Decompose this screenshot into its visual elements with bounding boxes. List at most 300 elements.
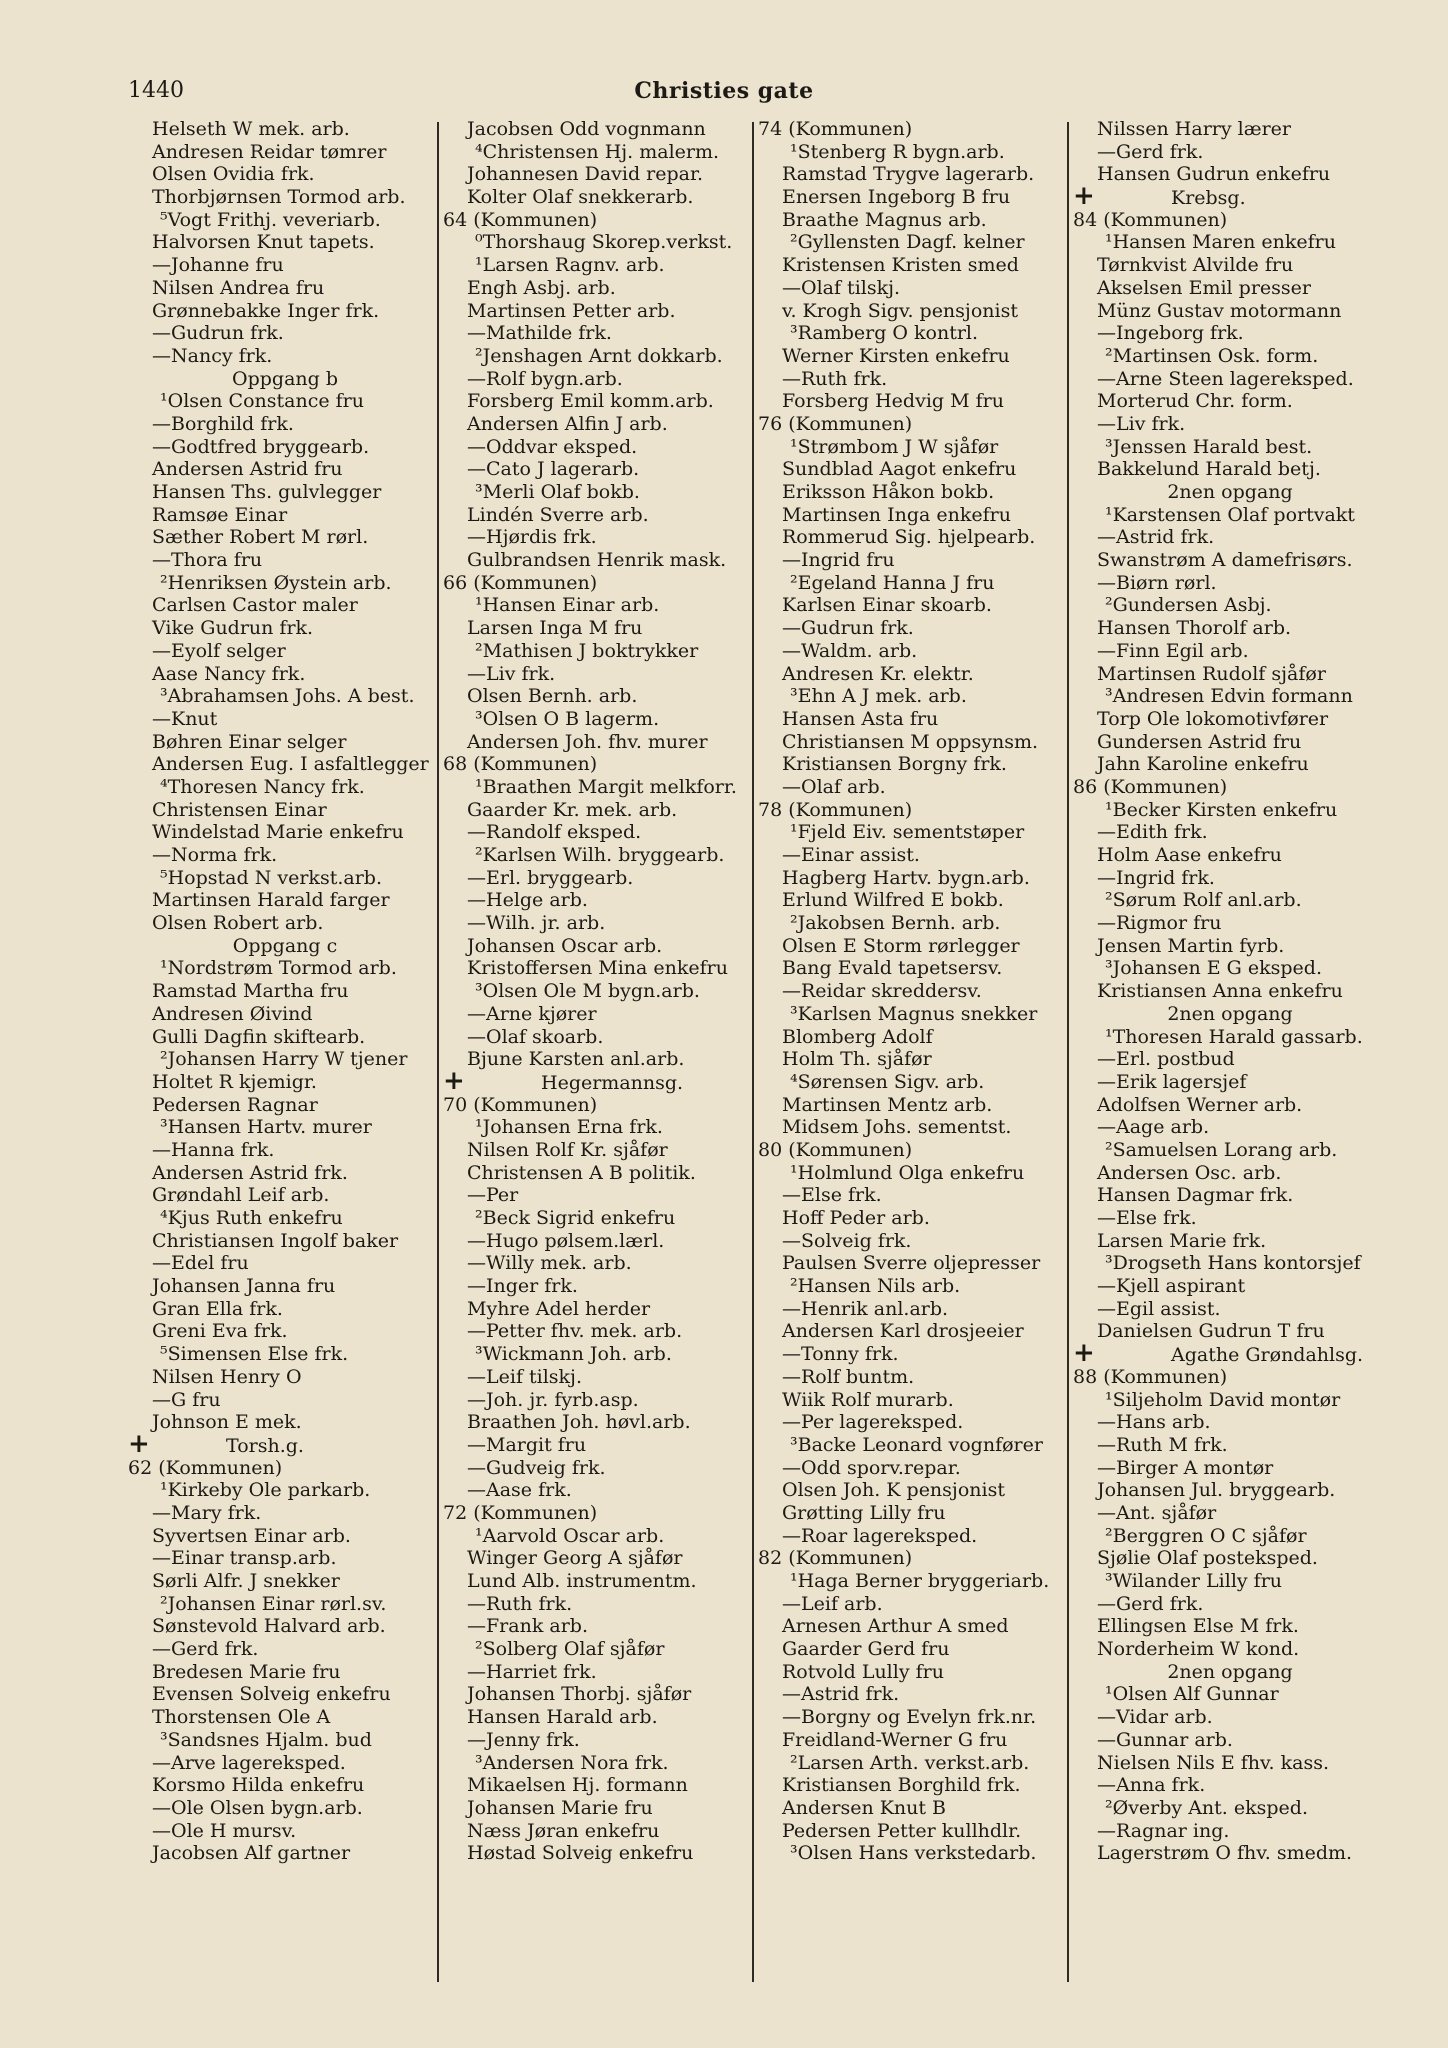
house-number-heading: 64 (Kommunen) — [443, 208, 598, 231]
resident-entry: Thorbjørnsen Tormod arb. — [152, 186, 406, 209]
resident-entry: Thorstensen Ole A — [152, 1706, 331, 1729]
resident-entry: Hoff Peder arb. — [782, 1207, 930, 1229]
cross-street-name: Torsh.g. — [226, 1434, 304, 1457]
resident-entry: Evensen Solveig enkefru — [152, 1683, 391, 1706]
resident-entry: Rotvold Lully fru — [782, 1660, 944, 1683]
resident-entry: Ramstad Martha fru — [152, 980, 349, 1003]
resident-entry: —Erl. bryggearb. — [467, 866, 634, 889]
resident-entry: ³Ramberg O kontrl. — [790, 322, 979, 345]
resident-entry: Jahn Karoline enkefru — [1097, 753, 1309, 776]
resident-entry: —Gerd frk. — [1097, 1592, 1204, 1615]
column-4 — [1073, 118, 1387, 1865]
resident-entry: Halvorsen Knut tapets. — [152, 231, 375, 254]
resident-entry: ⁵Simensen Else frk. — [160, 1343, 349, 1366]
resident-entry: —Ole H mursv. — [152, 1819, 297, 1842]
resident-entry: ¹Hansen Maren enkefru — [1105, 231, 1336, 254]
column-rule — [752, 122, 754, 1982]
resident-entry: Werner Kirsten enkefru — [782, 344, 1010, 367]
house-number-heading: 84 (Kommunen) — [1073, 208, 1228, 231]
resident-entry: Karlsen Einar skoarb. — [782, 594, 992, 617]
resident-entry: Johansen Thorbj. sjåfør — [467, 1683, 692, 1706]
resident-entry: —Ragnar ing. — [1097, 1819, 1230, 1842]
resident-entry: Forsberg Hedvig M fru — [782, 390, 1004, 413]
resident-entry: —Norma frk. — [152, 844, 278, 866]
resident-entry: Olsen Robert arb. — [152, 912, 324, 935]
resident-entry: —Aase frk. — [467, 1479, 572, 1502]
resident-entry: v. Krogh Sigv. pensjonist — [782, 299, 1018, 322]
resident-entry: ¹Strømbom J W sjåfør — [790, 435, 999, 458]
resident-entry: —Else frk. — [1097, 1207, 1197, 1229]
resident-entry: Sørli Alfr. J snekker — [152, 1570, 340, 1592]
resident-entry: —Waldm. arb. — [782, 639, 918, 662]
resident-entry: Johnson E mek. — [152, 1411, 302, 1434]
resident-entry: Lagerstrøm O fhv. smedm. — [1097, 1842, 1353, 1865]
resident-entry: ³Olsen O B lagerm. — [475, 707, 660, 730]
resident-entry: —Birger A montør — [1097, 1456, 1274, 1479]
column-2 — [443, 118, 757, 1865]
resident-entry: Nilssen Harry lærer — [1097, 118, 1291, 140]
resident-entry: —Odd sporv.repar. — [782, 1456, 961, 1479]
resident-entry: ²Egeland Hanna J fru — [790, 571, 995, 594]
resident-entry: —Liv frk. — [1097, 412, 1186, 435]
resident-entry: Johannesen David repar. — [467, 163, 704, 186]
resident-entry: Paulsen Sverre oljepresser — [782, 1252, 1041, 1275]
resident-entry: —Gerd frk. — [1097, 140, 1204, 163]
resident-entry: Hansen Asta fru — [782, 707, 939, 730]
running-title: Christies gate — [634, 78, 814, 104]
house-number-heading: 66 (Kommunen) — [443, 571, 598, 594]
resident-entry: —Petter fhv. mek. arb. — [467, 1320, 683, 1343]
resident-entry: Christiansen Ingolf baker — [152, 1229, 399, 1252]
cross-street — [1073, 186, 1387, 209]
resident-entry: ²Karlsen Wilh. bryggearb. — [475, 844, 725, 866]
resident-entry: —Biørn rørl. — [1097, 571, 1217, 594]
resident-entry: —Hans arb. — [1097, 1411, 1211, 1434]
resident-entry: Johansen Oscar arb. — [467, 934, 663, 957]
resident-entry: —Leif arb. — [782, 1592, 883, 1615]
resident-entry: —Ingeborg frk. — [1097, 322, 1244, 345]
resident-entry: ³Merli Olaf bokb. — [475, 481, 640, 503]
resident-entry: Tørnkvist Alvilde fru — [1097, 254, 1294, 277]
resident-entry: Kristiansen Borgny frk. — [782, 753, 1007, 776]
resident-entry: Nielsen Nils E fhv. kass. — [1097, 1751, 1329, 1774]
resident-entry: Eriksson Håkon bokb. — [782, 481, 995, 503]
resident-entry: Gran Ella frk. — [152, 1297, 283, 1320]
resident-entry: Larsen Inga M fru — [467, 617, 643, 640]
resident-entry: Johansen Marie fru — [467, 1796, 653, 1819]
resident-entry: —Gerd frk. — [152, 1638, 259, 1661]
resident-entry: Andresen Kr. elektr. — [782, 662, 974, 685]
resident-entry: Greni Eva frk. — [152, 1320, 288, 1343]
resident-entry: —Vidar arb. — [1097, 1706, 1213, 1729]
resident-entry: ²Larsen Arth. verkst.arb. — [790, 1751, 1030, 1774]
resident-entry: Nilsen Rolf Kr. sjåfør — [467, 1138, 668, 1161]
house-number-heading: 72 (Kommunen) — [443, 1501, 598, 1524]
resident-entry: ⁴Sørensen Sigv. arb. — [790, 1070, 985, 1093]
resident-entry: —Randolf eksped. — [467, 821, 642, 844]
resident-entry: Pedersen Petter kullhdlr. — [782, 1819, 1022, 1842]
house-number-heading: 68 (Kommunen) — [443, 753, 598, 776]
resident-entry: —Arne Steen lagereksped. — [1097, 367, 1354, 390]
resident-entry: Kristiansen Anna enkefru — [1097, 980, 1343, 1003]
resident-entry: —Per — [467, 1184, 519, 1207]
resident-entry: ³Jenssen Harald best. — [1105, 435, 1313, 458]
resident-entry: Kristoffersen Mina enkefru — [467, 957, 728, 980]
resident-entry: ³Drogseth Hans kontorsjef — [1105, 1252, 1361, 1275]
resident-entry: Arnesen Arthur A smed — [782, 1615, 1009, 1638]
resident-entry: ⁴Christensen Hj. malerm. — [475, 140, 720, 163]
resident-entry: Hansen Dagmar frk. — [1097, 1184, 1294, 1207]
column-rule — [437, 122, 439, 1982]
resident-entry: Martinsen Rudolf sjåfør — [1097, 662, 1326, 685]
resident-entry: —Rolf bygn.arb. — [467, 367, 623, 390]
resident-entry: Martinsen Petter arb. — [467, 299, 676, 322]
resident-entry: —Jenny frk. — [467, 1728, 580, 1751]
resident-entry: Wiik Rolf murarb. — [782, 1388, 954, 1411]
resident-entry: ³Backe Leonard vognfører — [790, 1433, 1043, 1456]
resident-entry: —Rigmor fru — [1097, 912, 1222, 935]
resident-entry: ¹Karstensen Olaf portvakt — [1105, 503, 1355, 526]
resident-entry: Andresen Reidar tømrer — [152, 140, 387, 163]
resident-entry: —Gunnar arb. — [1097, 1728, 1233, 1751]
resident-entry: ³Ehn A J mek. arb. — [790, 685, 967, 708]
resident-entry: ³Abrahamsen Johs. A best. — [160, 685, 415, 708]
resident-entry: —Olaf skoarb. — [467, 1025, 604, 1048]
resident-entry: Christiansen M oppsynsm. — [782, 730, 1039, 753]
resident-entry: —Liv frk. — [467, 662, 556, 685]
resident-entry: Andersen Alfin J arb. — [467, 412, 668, 435]
resident-entry: ¹Stenberg R bygn.arb. — [790, 140, 1005, 163]
resident-entry: Winger Georg A sjåfør — [467, 1547, 683, 1570]
resident-entry: ¹Fjeld Eiv. sementstøper — [790, 821, 1025, 844]
resident-entry: Lindén Sverre arb. — [467, 503, 649, 526]
resident-entry: Christensen Einar — [152, 798, 327, 821]
resident-entry: ⁴Kjus Ruth enkefru — [160, 1207, 343, 1229]
resident-entry: Grøtting Lilly fru — [782, 1501, 946, 1524]
resident-entry: ²Øverby Ant. eksped. — [1105, 1796, 1308, 1819]
resident-entry: Hagberg Hartv. bygn.arb. — [782, 866, 1030, 889]
resident-entry: —Einar assist. — [782, 844, 920, 866]
resident-entry: ²Gundersen Asbj. — [1105, 594, 1272, 617]
resident-entry: Andersen Eug. I asfaltlegger — [152, 753, 429, 776]
resident-entry: Nilsen Henry O — [152, 1365, 302, 1388]
resident-entry: —Ole Olsen bygn.arb. — [152, 1796, 363, 1819]
resident-entry: ¹Hansen Einar arb. — [475, 594, 660, 617]
resident-entry: Hansen Ths. gulvlegger — [152, 481, 382, 503]
resident-entry: Kristensen Kristen smed — [782, 254, 1019, 277]
resident-entry: —G fru — [152, 1388, 221, 1411]
house-number-heading: 76 (Kommunen) — [758, 412, 913, 435]
resident-entry: Ellingsen Else M frk. — [1097, 1615, 1299, 1638]
cross-street — [1073, 1343, 1387, 1366]
resident-entry: —Eyolf selger — [152, 639, 286, 662]
resident-entry: Christensen A B politik. — [467, 1161, 696, 1184]
resident-entry: ²Henriksen Øystein arb. — [160, 571, 392, 594]
resident-entry: ²Johansen Harry W tjener — [160, 1048, 408, 1071]
resident-entry: Andresen Øivind — [152, 1002, 313, 1025]
resident-entry: Johansen Jul. bryggearb. — [1097, 1479, 1336, 1502]
resident-entry: ²Mathisen J boktrykker — [475, 639, 699, 662]
resident-entry: Carlsen Castor maler — [152, 594, 358, 617]
resident-entry: Aase Nancy frk. — [152, 662, 306, 685]
resident-entry: Bredesen Marie fru — [152, 1660, 341, 1683]
house-number-heading: 78 (Kommunen) — [758, 798, 913, 821]
resident-entry: ²Jakobsen Bernh. arb. — [790, 912, 1001, 935]
resident-entry: Pedersen Ragnar — [152, 1093, 318, 1116]
resident-entry: ²Gyllensten Dagf. kelner — [790, 231, 1025, 254]
resident-entry: —Willy mek. arb. — [467, 1252, 632, 1275]
resident-entry: Helseth W mek. arb. — [152, 118, 350, 140]
house-number-heading: 74 (Kommunen) — [758, 118, 913, 140]
resident-entry: Olsen Ovidia frk. — [152, 163, 315, 186]
column-1 — [128, 118, 442, 1865]
house-number-heading: 88 (Kommunen) — [1073, 1365, 1228, 1388]
resident-entry: Andersen Astrid fru — [152, 458, 343, 481]
resident-entry: —Olaf arb. — [782, 775, 886, 798]
resident-entry: —Astrid frk. — [1097, 526, 1215, 549]
resident-entry: Sønstevold Halvard arb. — [152, 1615, 386, 1638]
resident-entry: —Joh. jr. fyrb.asp. — [467, 1388, 639, 1411]
resident-entry: Andersen Osc. arb. — [1097, 1161, 1282, 1184]
resident-entry: Akselsen Emil presser — [1097, 276, 1311, 299]
resident-entry: —Hjørdis frk. — [467, 526, 597, 549]
resident-entry: —Knut — [152, 707, 218, 730]
resident-entry: —Reidar skreddersv. — [782, 980, 982, 1003]
resident-entry: Holtet R kjemigr. — [152, 1070, 317, 1093]
resident-entry: ²Solberg Olaf sjåfør — [475, 1638, 665, 1661]
stairway-heading: Oppgang b — [232, 367, 338, 390]
resident-entry: Olsen Joh. K pensjonist — [782, 1479, 1005, 1502]
resident-entry: ³Wilander Lilly fru — [1105, 1570, 1283, 1592]
resident-entry: Ramstad Trygve lagerarb. — [782, 163, 1035, 186]
resident-entry: —Helge arb. — [467, 889, 588, 912]
resident-entry: ¹Siljeholm David montør — [1105, 1388, 1341, 1411]
resident-entry: —Edith frk. — [1097, 821, 1208, 844]
resident-entry: —Roar lagereksped. — [782, 1524, 978, 1547]
resident-entry: —Frank arb. — [467, 1615, 588, 1638]
resident-entry: ¹Nordstrøm Tormod arb. — [160, 957, 397, 980]
resident-entry: Andersen Joh. fhv. murer — [467, 730, 708, 753]
resident-entry: Engh Asbj. arb. — [467, 276, 616, 299]
resident-entry: Holm Aase enkefru — [1097, 844, 1282, 866]
resident-entry: ¹Johansen Erna frk. — [475, 1116, 663, 1139]
resident-entry: ¹Holmlund Olga enkefru — [790, 1161, 1025, 1184]
resident-entry: Windelstad Marie enkefru — [152, 821, 404, 844]
resident-entry: ²Beck Sigrid enkefru — [475, 1207, 676, 1229]
resident-entry: Adolfsen Werner arb. — [1097, 1093, 1303, 1116]
resident-entry: —Einar transp.arb. — [152, 1547, 337, 1570]
resident-entry: —Thora fru — [152, 549, 263, 572]
resident-entry: —Erl. postbud — [1097, 1048, 1235, 1071]
resident-entry: Syvertsen Einar arb. — [152, 1524, 351, 1547]
resident-entry: ³Andresen Edvin formann — [1105, 685, 1353, 708]
resident-entry: Martinsen Inga enkefru — [782, 503, 1011, 526]
resident-entry: —Else frk. — [782, 1184, 882, 1207]
resident-entry: Rommerud Sig. hjelpearb. — [782, 526, 1036, 549]
resident-entry: Kolter Olaf snekkerarb. — [467, 186, 694, 209]
resident-entry: Freidland-Werner G fru — [782, 1728, 1008, 1751]
resident-entry: Sundblad Aagot enkefru — [782, 458, 1017, 481]
resident-entry: Danielsen Gudrun T fru — [1097, 1320, 1325, 1343]
resident-entry: —Borghild frk. — [152, 412, 294, 435]
resident-entry: Olsen E Storm rørlegger — [782, 934, 1020, 957]
resident-entry: ¹Olsen Alf Gunnar — [1105, 1683, 1279, 1706]
resident-entry: —Solveig frk. — [782, 1229, 912, 1252]
cross-street-icon: + — [1073, 186, 1095, 209]
resident-entry: —Cato J lagerarb. — [467, 458, 640, 481]
resident-entry: Andersen Astrid frk. — [152, 1161, 348, 1184]
stairway-heading: 2nen opgang — [1167, 1660, 1293, 1683]
resident-entry: Gaarder Kr. mek. arb. — [467, 798, 678, 821]
resident-entry: Andersen Karl drosjeeier — [782, 1320, 1024, 1343]
resident-entry: —Anna frk. — [1097, 1774, 1206, 1797]
resident-entry: —Kjell aspirant — [1097, 1275, 1246, 1298]
resident-entry: ¹Braathen Margit melkforr. — [475, 775, 737, 798]
resident-entry: ²Hansen Nils arb. — [790, 1275, 961, 1298]
resident-entry: ²Martinsen Osk. form. — [1105, 344, 1319, 367]
resident-entry: Torp Ole lokomotivfører — [1097, 707, 1329, 730]
resident-entry: ¹Kirkeby Ole parkarb. — [160, 1479, 371, 1502]
resident-entry: —Oddvar eksped. — [467, 435, 638, 458]
resident-entry: —Margit fru — [467, 1433, 587, 1456]
cross-street-name: Krebsg. — [1171, 187, 1246, 209]
resident-entry: Erlund Wilfred E bokb. — [782, 889, 1004, 912]
resident-entry: Hansen Harald arb. — [467, 1706, 658, 1729]
resident-entry: —Gudrun frk. — [152, 322, 284, 345]
resident-entry: —Aage arb. — [1097, 1116, 1210, 1139]
resident-entry: Jensen Martin fyrb. — [1097, 934, 1285, 957]
resident-entry: Midsem Johs. sementst. — [782, 1116, 1012, 1139]
resident-entry: —Erik lagersjef — [1097, 1070, 1247, 1093]
resident-entry: Jacobsen Odd vognmann — [467, 118, 706, 140]
resident-entry: ²Sørum Rolf anl.arb. — [1105, 889, 1302, 912]
resident-entry: ¹Haga Berner bryggeriarb. — [790, 1570, 1050, 1592]
resident-entry: ³Olsen Ole M bygn.arb. — [475, 980, 700, 1003]
resident-entry: Næss Jøran enkefru — [467, 1819, 660, 1842]
resident-entry: —Finn Egil arb. — [1097, 639, 1249, 662]
resident-entry: Andersen Knut B — [782, 1796, 947, 1819]
resident-entry: ¹Aarvold Oscar arb. — [475, 1524, 665, 1547]
resident-entry: Holm Th. sjåfør — [782, 1048, 932, 1071]
stairway-heading: Oppgang c — [232, 934, 338, 957]
resident-entry: Sæther Robert M rørl. — [152, 526, 369, 549]
resident-entry: Braathe Magnus arb. — [782, 208, 987, 231]
resident-entry: Nilsen Andrea fru — [152, 276, 325, 299]
resident-entry: ⁵Vogt Frithj. veveriarb. — [160, 208, 381, 231]
resident-entry: —Mathilde frk. — [467, 322, 612, 345]
resident-entry: Hansen Gudrun enkefru — [1097, 163, 1331, 186]
resident-entry: —Per lagereksped. — [782, 1411, 964, 1434]
resident-entry: ²Jenshagen Arnt dokkarb. — [475, 344, 723, 367]
resident-entry: Johansen Janna fru — [152, 1275, 336, 1298]
house-number-heading: 62 (Kommunen) — [128, 1456, 283, 1479]
column-3 — [758, 118, 1072, 1865]
resident-entry: ¹Thoresen Harald gassarb. — [1105, 1025, 1363, 1048]
resident-entry: Blomberg Adolf — [782, 1025, 933, 1048]
resident-entry: Korsmo Hilda enkefru — [152, 1774, 365, 1797]
resident-entry: Bakkelund Harald betj. — [1097, 458, 1321, 481]
resident-entry: Mikaelsen Hj. formann — [467, 1774, 688, 1797]
resident-entry: —Henrik anl.arb. — [782, 1297, 949, 1320]
resident-entry: —Ingrid frk. — [1097, 866, 1215, 889]
resident-entry: —Borgny og Evelyn frk.nr. — [782, 1706, 1037, 1729]
resident-entry: ⁵Hopstad N verkst.arb. — [160, 866, 382, 889]
resident-entry: Enersen Ingeborg B fru — [782, 186, 1011, 209]
resident-entry: —Arve lagereksped. — [152, 1751, 346, 1774]
resident-entry: —Godtfred bryggearb. — [152, 435, 370, 458]
resident-entry: —Hugo pølsem.lærl. — [467, 1229, 665, 1252]
resident-entry: Bøhren Einar selger — [152, 730, 347, 753]
resident-entry: Gaarder Gerd fru — [782, 1638, 950, 1661]
house-number-heading: 86 (Kommunen) — [1073, 775, 1228, 798]
resident-entry: —Johanne fru — [152, 254, 284, 277]
resident-entry: ³Hansen Hartv. murer — [160, 1116, 372, 1139]
cross-street — [128, 1434, 442, 1457]
cross-street-icon: + — [1073, 1343, 1095, 1366]
resident-entry: Sjølie Olaf posteksped. — [1097, 1547, 1318, 1570]
resident-entry: Swanstrøm A damefrisørs. — [1097, 549, 1353, 572]
resident-entry: ⁰Thorshaug Skorep.verkst. — [475, 231, 733, 254]
house-number-heading: 70 (Kommunen) — [443, 1093, 598, 1116]
column-rule — [1067, 122, 1069, 1982]
stairway-heading: 2nen opgang — [1167, 1002, 1293, 1025]
resident-entry: —Mary frk. — [152, 1501, 262, 1524]
resident-entry: ¹Olsen Constance fru — [160, 390, 364, 413]
resident-entry: —Leif tilskj. — [467, 1365, 582, 1388]
stairway-heading: 2nen opgang — [1167, 481, 1293, 503]
resident-entry: —Ruth frk. — [782, 367, 888, 390]
page-number: 1440 — [128, 78, 184, 103]
resident-entry: —Arne kjører — [467, 1002, 597, 1025]
resident-entry: —Edel fru — [152, 1252, 249, 1275]
resident-entry: ³Wickmann Joh. arb. — [475, 1343, 672, 1366]
resident-entry: Larsen Marie frk. — [1097, 1229, 1267, 1252]
resident-entry: Vike Gudrun frk. — [152, 617, 314, 640]
resident-entry: —Egil assist. — [1097, 1297, 1221, 1320]
resident-entry: Forsberg Emil komm.arb. — [467, 390, 714, 413]
resident-entry: Gundersen Astrid fru — [1097, 730, 1302, 753]
resident-entry: Hansen Thorolf arb. — [1097, 617, 1292, 640]
resident-entry: Norderheim W kond. — [1097, 1638, 1300, 1661]
resident-entry: —Rolf buntm. — [782, 1365, 915, 1388]
cross-street-icon: + — [443, 1070, 465, 1094]
resident-entry: ¹Larsen Ragnv. arb. — [475, 254, 665, 277]
resident-entry: Münz Gustav motormann — [1097, 299, 1342, 322]
resident-entry: Bjune Karsten anl.arb. — [467, 1048, 685, 1071]
cross-street-icon: + — [128, 1433, 150, 1457]
cross-street-name: Agathe Grøndahlsg. — [1171, 1344, 1364, 1366]
resident-entry: —Gudrun frk. — [782, 617, 914, 640]
resident-entry: Martinsen Mentz arb. — [782, 1093, 993, 1116]
resident-entry: —Ingrid fru — [782, 549, 895, 572]
resident-entry: ³Olsen Hans verkstedarb. — [790, 1842, 1037, 1865]
resident-entry: ¹Becker Kirsten enkefru — [1105, 798, 1338, 821]
resident-entry: ³Andersen Nora frk. — [475, 1751, 669, 1774]
resident-entry: ³Sandsnes Hjalm. bud — [160, 1728, 372, 1751]
resident-entry: Gulbrandsen Henrik mask. — [467, 549, 727, 572]
resident-entry: —Nancy frk. — [152, 344, 273, 367]
page-header — [0, 78, 1448, 108]
resident-entry: ³Johansen E G eksped. — [1105, 957, 1322, 980]
resident-entry: Martinsen Harald farger — [152, 889, 390, 912]
resident-entry: —Wilh. jr. arb. — [467, 912, 606, 935]
resident-entry: Gulli Dagfin skiftearb. — [152, 1025, 366, 1048]
resident-entry: Lund Alb. instrumentm. — [467, 1570, 697, 1592]
resident-entry: —Tonny frk. — [782, 1343, 899, 1366]
resident-entry: —Astrid frk. — [782, 1683, 900, 1706]
resident-entry: Jacobsen Alf gartner — [152, 1842, 351, 1865]
resident-entry: Grøndahl Leif arb. — [152, 1184, 330, 1207]
